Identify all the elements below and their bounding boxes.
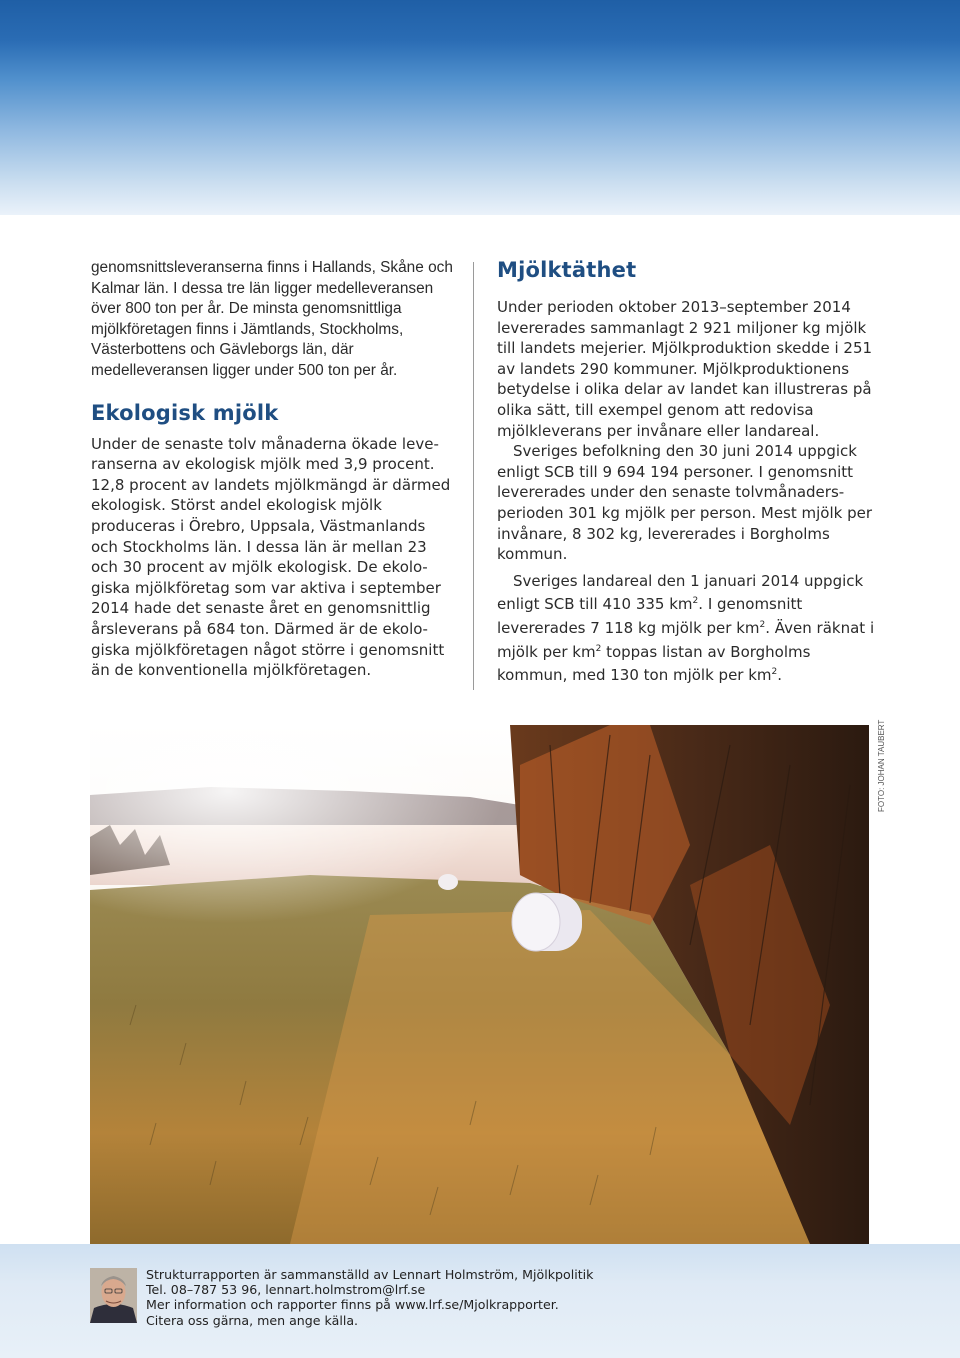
author-avatar — [90, 1268, 137, 1323]
footer-line-citation: Citera oss gärna, men ange källa. — [146, 1312, 359, 1328]
footer-line-contact: Tel. 08–787 53 96, lennart.holmstrom@lrf.se — [146, 1282, 426, 1298]
p3-text-c: . Även räknat i mjölk per km — [497, 618, 875, 661]
superscript: 2 — [759, 619, 766, 630]
footer-text — [146, 1267, 846, 1328]
p3-text-a: Sveriges landareal den 1 januari 2014 uppgick enligt SCB till 410 335 km — [497, 571, 864, 614]
column-divider — [473, 262, 474, 690]
section-heading-mjolktathet: Mjölktäthet — [497, 258, 637, 282]
p3-text-d: toppas listan av Borgholms kommun, med 130 ton mjölk per km — [497, 642, 811, 685]
left-column — [91, 258, 456, 681]
footer-line-more-info: Mer information och rapporter finns på www.lrf.se/Mjolkrapporter. — [146, 1297, 559, 1313]
mjolktathet-paragraph-3 — [497, 571, 877, 686]
superscript: 2 — [692, 596, 699, 607]
superscript: 2 — [595, 643, 602, 654]
mjolktathet-paragraph-2: Sveriges befolkning den 30 juni 2014 uppgick enligt SCB till 9 694 194 personer. I genomsnitt levererades under den senaste tolvmånadersperioden 301 kg mjölk per person. Mest mjölk per invånare, 8 302 kg, levererades i Borgholms kommun. — [497, 442, 873, 564]
intro-paragraph: genomsnittsleveranserna finns i Hallands, Skåne och Kalmar län. I dessa tre län ligger medelleveransen över 800 ton per år. De minsta genomsnittliga mjölkföretagen finns i Jämtlands, Stockholms, Västerbottens och Gävleborgs län, där medelleveransen ligger under 500 ton per år. — [91, 259, 453, 379]
landscape-photo — [90, 725, 869, 1244]
section-heading-ekologisk: Ekologisk mjölk — [91, 400, 279, 425]
p3-text-e: . — [777, 666, 783, 685]
p3-text-b: . I genomsnitt levererades 7 118 kg mjölk per km — [497, 595, 803, 637]
ekologisk-paragraph: Under de senaste tolv månaderna ökade leveranserna av ekologisk mjölk med 3,9 procent. 12,8 procent av landets mjölkmängd är därmed ekologisk. Störst andel ekologisk mjölk produceras i Örebro, Uppsala, Västmanlands och Stockholms län. I dessa län är mellan 23 och 30 procent av mjölk ekologisk. De ekologiska mjölkföretag som var aktiva i september 2014 hade det senaste året en genomsnittlig årsleverans på 684 ton. Därmed är de ekologiska mjölkföretagen något större i genomsnitt än de konventionella mjölkföretagen. — [91, 434, 451, 680]
mjolktathet-paragraph-1: Under perioden oktober 2013–september 2014 levererades sammanlagt 2 921 miljoner kg mjölk till landets mejerier. Mjölkproduktion skedde i 251 av landets 290 kommuner. Mjölkproduktionens betydelse i olika delar av landet kan illustreras på olika sätt, till exempel genom att redovisa mjölkleverans per invånare eller landareal. — [497, 298, 873, 440]
footer-line-author: Strukturrapporten är sammanställd av Lennart Holmström, Mjölkpolitik — [146, 1267, 594, 1282]
header-banner — [0, 0, 960, 215]
right-column — [497, 258, 877, 686]
superscript: 2 — [771, 667, 778, 678]
